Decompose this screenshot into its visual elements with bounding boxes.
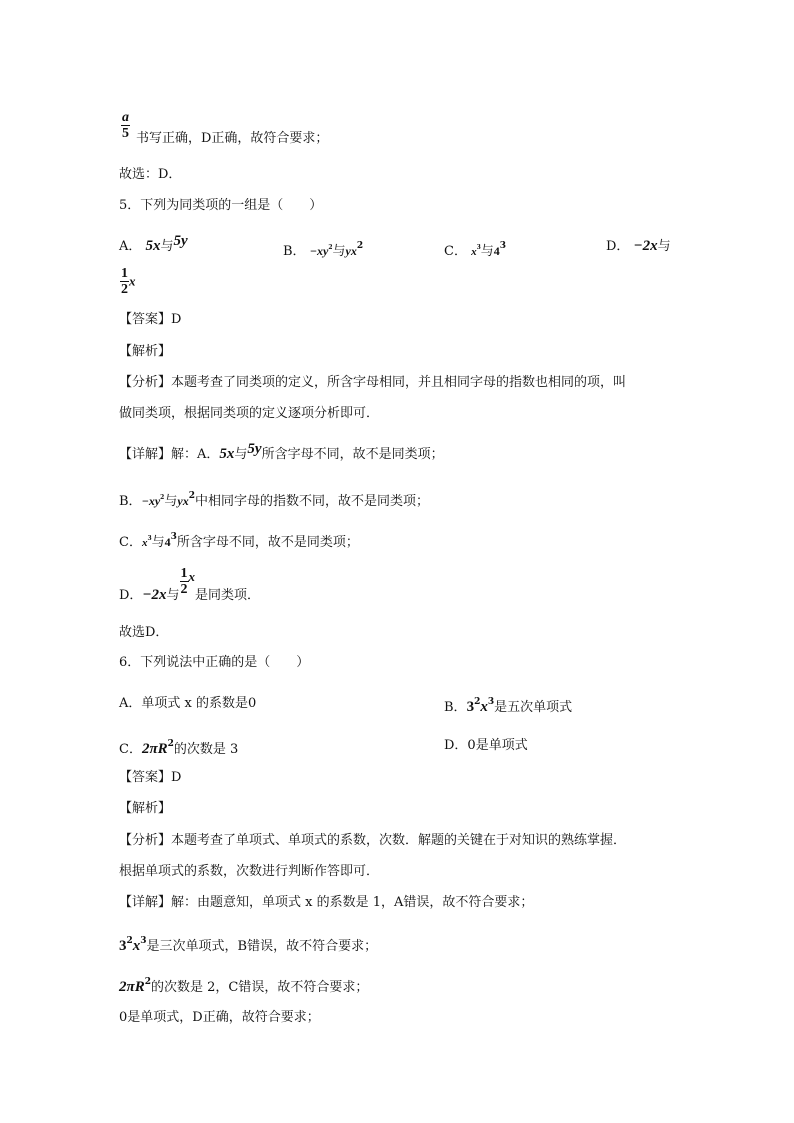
q5-option-a-yu: 与 <box>160 239 174 254</box>
q6-detail-1: 【详解】解：由题意知，单项式 x 的系数是 1，A错误，故不符合要求； <box>119 895 534 910</box>
q5-detail-b: B．$-xy^2$与$yx^2$中相同字母的指数不同，故不是同类项； <box>119 491 429 509</box>
q5-option-c: C． $x^3$与$4^3$ <box>444 241 507 259</box>
q6-option-a: A．单项式 x 的系数是0 <box>119 696 257 711</box>
q5-option-d-label: D． <box>606 239 630 254</box>
q5-analysis-title: 【解析】 <box>119 344 172 359</box>
q5-option-d-fraction: $\frac{1}{2}$ x <box>121 266 136 297</box>
q5-option-d-yu: 与 <box>657 239 671 254</box>
q6-fenxi-line-1: 【分析】本题考查了单项式、单项式的系数，次数．解题的关键在于对知识的熟练掌握． <box>119 833 627 848</box>
q5-option-d <box>606 238 671 255</box>
q5-option-a-label: A． <box>119 239 142 254</box>
fraction-numerator: a <box>122 110 129 125</box>
q5-answer: 【答案】D <box>119 312 182 327</box>
q5-option-b-label: B． <box>283 244 306 259</box>
q6-detail-4: 0是单项式，D正确，故符合要求； <box>119 1010 320 1025</box>
q5-option-a-right: 5y <box>173 233 188 249</box>
q6-detail-3: $2\pi R^2$的次数是 2，C错误，故不符合要求； <box>119 977 369 995</box>
q5-choice: 故选D． <box>119 625 169 640</box>
q6-option-d: D．0是单项式 <box>444 738 528 753</box>
q6-option-c: C．$2\pi R^2$的次数是 3 <box>119 739 239 757</box>
q5-fenxi-line-1: 【分析】本题考查了同类项的定义，所含字母相同，并且相同字母的指数也相同的项，叫 <box>119 375 627 390</box>
q5-option-a-left: 5x <box>145 238 161 254</box>
q5-option-c-label: C． <box>444 244 467 259</box>
q5-option-c-yu: 与 <box>480 244 494 259</box>
q6-stem: 6．下列说法中正确的是（ ） <box>119 655 310 670</box>
q6-fenxi-line-2: 根据单项式的系数，次数进行判断作答即可． <box>119 864 380 879</box>
q5-option-b-yu: 与 <box>332 244 346 259</box>
q5-detail-a: 【详解】解：A．5x与5y所含字母不同，故不是同类项； <box>119 441 444 462</box>
top-text-line: 书写正确，D正确，故符合要求； <box>136 131 329 146</box>
q5-detail-c: C．$x^3$与$4^3$所含字母不同，故不是同类项； <box>119 532 359 550</box>
q6-analysis-title: 【解析】 <box>119 801 172 816</box>
q5-fenxi-line-2: 做同类项，根据同类项的定义逐项分析即可． <box>119 406 380 421</box>
q6-detail-2: $3^2x^3$是三次单项式，B错误，故不符合要求； <box>119 936 378 954</box>
q5-option-d-left: −2x <box>633 238 658 254</box>
q5-option-c-right: 4 <box>493 244 500 258</box>
fraction-denominator: 5 <box>122 126 129 141</box>
q6-option-b: B．$3^2x^3$是五次单项式 <box>444 697 573 715</box>
q6-answer: 【答案】D <box>119 770 182 785</box>
q5-option-a <box>119 233 188 255</box>
q5-option-b: B． $-xy^2$与$yx^2$ <box>283 241 364 259</box>
q5-option-b-right: yx <box>345 244 357 258</box>
q5-option-c-left: x <box>471 246 477 258</box>
top-choice: 故选：D． <box>119 167 182 182</box>
q5-detail-d: D．−2x与 $\frac{1}{2}$ x是同类项． <box>119 566 261 603</box>
q5-stem: 5．下列为同类项的一组是（ ） <box>119 198 323 213</box>
q5-option-b-left: −xy <box>309 244 329 258</box>
fraction-a-over-5 <box>121 110 130 141</box>
